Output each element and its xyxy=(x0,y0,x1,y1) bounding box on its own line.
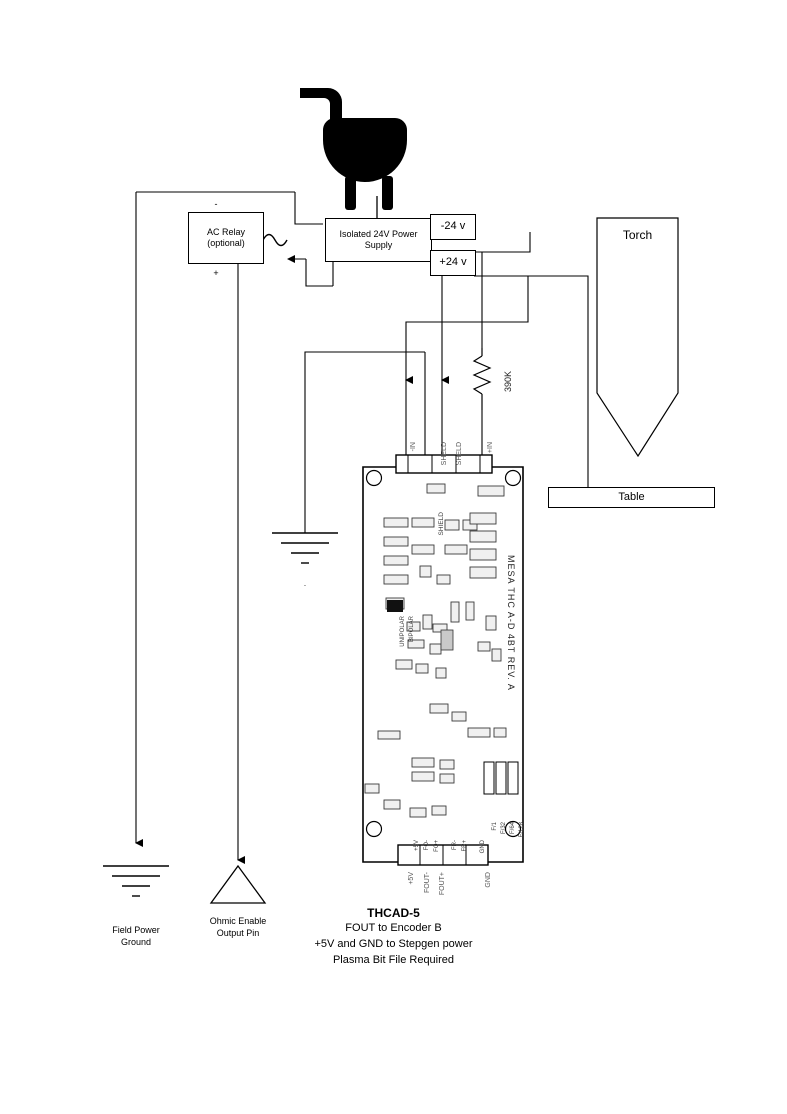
board-pin-f64: F/64 xyxy=(510,822,516,835)
board-pin-f32: F/32 xyxy=(501,822,507,835)
ac-relay-label: AC Relay (optional) xyxy=(206,227,245,248)
relay-plus-sign: + xyxy=(213,268,219,278)
table-label: Table xyxy=(618,490,645,503)
board-silkscreen: MESA THC A-D 4BT REV. A xyxy=(506,555,516,691)
pin-label-fout-neg: FOUT- xyxy=(424,872,431,893)
earth-ground-symbol-field xyxy=(103,866,169,896)
svg-text:.: . xyxy=(303,579,307,588)
pin-label-shield-2: SHELD xyxy=(456,442,463,466)
ac-relay-box xyxy=(188,212,264,264)
torch-label: Torch xyxy=(622,228,653,242)
earth-ground-symbol-shield xyxy=(272,533,338,563)
power-plug-icon xyxy=(300,88,407,210)
board-pin-fo-neg: FO- xyxy=(424,840,430,851)
board-pin-f1: F/1 xyxy=(492,822,498,831)
field-power-ground-label: Field Power Ground xyxy=(112,925,160,947)
caption-line-3: Plasma Bit File Required xyxy=(332,954,455,966)
board-pin-fr-pos: FR+ xyxy=(462,840,468,852)
board-pin-f128: F/128 xyxy=(519,822,525,838)
board-shield-label: SHIELD xyxy=(438,512,445,536)
neg24v-label: -24 v xyxy=(440,220,466,233)
caption-line-2: +5V and GND to Stepgen power xyxy=(314,938,473,950)
resistor-symbol xyxy=(474,348,490,410)
resistor-value-label: 390K xyxy=(503,371,513,393)
board-pin-gnd: GND xyxy=(480,840,486,854)
neg24v-box xyxy=(430,214,476,240)
pin-label-neg-in: -IN xyxy=(410,442,417,452)
caption-line-1: FOUT to Encoder B xyxy=(345,922,442,934)
pin-label-pos-in: +IN xyxy=(487,442,494,454)
board-pin-fo-pos: FO+ xyxy=(434,840,440,852)
jumper-label-bipolar: BIPOLAR xyxy=(409,616,415,643)
board-pin-fr-neg: FR- xyxy=(452,840,458,850)
ohmic-enable-output-label: Ohmic Enable Output Pin xyxy=(209,916,267,938)
caption-title: THCAD-5 xyxy=(367,906,420,920)
pin-label-fout-pos: FOUT+ xyxy=(439,872,446,896)
table-box xyxy=(548,487,715,508)
board-pin-5v: +5V xyxy=(414,840,420,851)
pin-label-gnd: GND xyxy=(485,872,492,888)
pin-label-shield-1: SHELD xyxy=(441,442,448,466)
isolated-psu-box xyxy=(325,218,432,262)
relay-minus-sign: - xyxy=(214,199,218,209)
ohmic-enable-triangle xyxy=(211,866,265,903)
torch-shape xyxy=(597,218,678,456)
pos24v-box xyxy=(430,250,476,276)
pos24v-label: +24 v xyxy=(439,256,467,269)
isolated-psu-label: Isolated 24V Power Supply xyxy=(339,229,418,250)
jumper-label-unipolar: UNIPOLAR xyxy=(400,616,406,647)
pin-label-5v: +5V xyxy=(408,872,415,885)
